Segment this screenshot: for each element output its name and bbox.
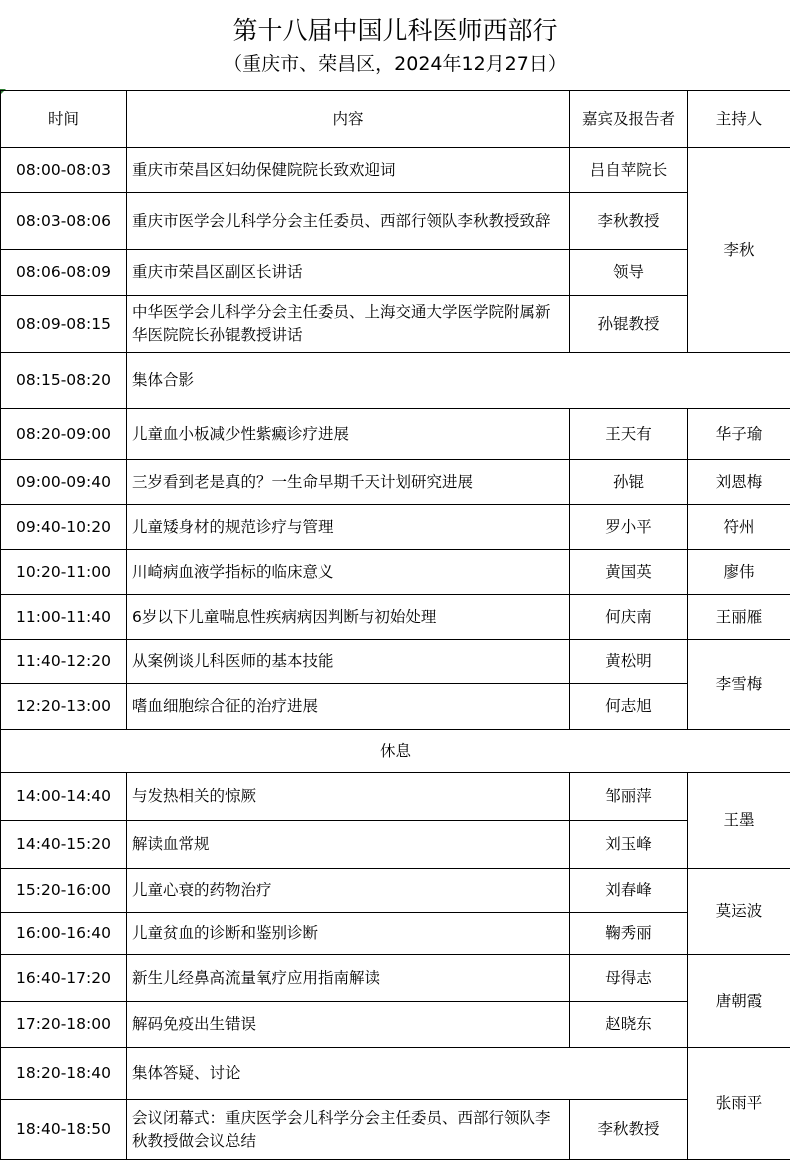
row-guest: 李秋教授 — [570, 1100, 688, 1160]
row-content: 儿童心衰的药物治疗 — [127, 869, 570, 913]
row-time: 09:40-10:20 — [1, 505, 127, 550]
row-content: 中华医学会儿科学分会主任委员、上海交通大学医学院附属新华医院院长孙锟教授讲话 — [127, 296, 570, 353]
row-time: 08:06-08:09 — [1, 250, 127, 296]
table-row — [1, 821, 790, 869]
table-row — [1, 1048, 790, 1100]
row-time: 14:00-14:40 — [1, 773, 127, 821]
row-host: 王墨 — [688, 773, 790, 869]
header — [0, 0, 790, 90]
page-subtitle: （重庆市、荣昌区，2024年12月27日） — [223, 53, 567, 75]
row-time: 16:40-17:20 — [1, 955, 127, 1002]
table-row — [1, 913, 790, 955]
row-time: 16:00-16:40 — [1, 913, 127, 955]
row-host: 李雪梅 — [688, 640, 790, 730]
row-guest: 母得志 — [570, 955, 688, 1002]
table-row — [1, 409, 790, 460]
row-content: 川崎病血液学指标的临床意义 — [127, 550, 570, 595]
row-host: 符州 — [688, 505, 790, 550]
row-guest: 李秋教授 — [570, 193, 688, 250]
row-guest: 刘春峰 — [570, 869, 688, 913]
header-content: 内容 — [127, 91, 570, 148]
row-content: 从案例谈儿科医师的基本技能 — [127, 640, 570, 684]
table-row — [1, 353, 790, 409]
row-guest: 领导 — [570, 250, 688, 296]
row-time: 11:40-12:20 — [1, 640, 127, 684]
table-row — [1, 1002, 790, 1048]
row-time: 08:20-09:00 — [1, 409, 127, 460]
row-content: 儿童贫血的诊断和鉴别诊断 — [127, 913, 570, 955]
row-time: 08:15-08:20 — [1, 353, 127, 409]
table-header-row — [1, 91, 790, 148]
row-time: 08:09-08:15 — [1, 296, 127, 353]
row-content: 与发热相关的惊厥 — [127, 773, 570, 821]
table-row — [1, 250, 790, 296]
table-row — [1, 148, 790, 193]
table-row — [1, 1100, 790, 1160]
row-time: 17:20-18:00 — [1, 1002, 127, 1048]
row-guest: 黄国英 — [570, 550, 688, 595]
table-row — [1, 193, 790, 250]
row-content: 重庆市荣昌区副区长讲话 — [127, 250, 570, 296]
table-row — [1, 869, 790, 913]
row-time: 11:00-11:40 — [1, 595, 127, 640]
row-time: 08:00-08:03 — [1, 148, 127, 193]
row-content: 会议闭幕式：重庆医学会儿科学分会主任委员、西部行领队李秋教授做会议总结 — [127, 1100, 570, 1160]
table-row — [1, 505, 790, 550]
break-row — [1, 730, 790, 773]
header-time: 时间 — [1, 91, 127, 148]
row-content: 儿童血小板减少性紫癜诊疗进展 — [127, 409, 570, 460]
row-content: 三岁看到老是真的？一生命早期千天计划研究进展 — [127, 460, 570, 505]
row-content: 解码免疫出生错误 — [127, 1002, 570, 1048]
row-content: 重庆市荣昌区妇幼保健院院长致欢迎词 — [127, 148, 570, 193]
row-guest: 孙锟 — [570, 460, 688, 505]
row-host: 莫运波 — [688, 869, 790, 955]
row-host: 张雨平 — [688, 1048, 790, 1160]
row-time: 14:40-15:20 — [1, 821, 127, 869]
table-row — [1, 640, 790, 684]
row-time: 18:40-18:50 — [1, 1100, 127, 1160]
row-guest: 赵晓东 — [570, 1002, 688, 1048]
row-guest: 孙锟教授 — [570, 296, 688, 353]
table-row — [1, 595, 790, 640]
row-content: 新生儿经鼻高流量氧疗应用指南解读 — [127, 955, 570, 1002]
row-content: 重庆市医学会儿科学分会主任委员、西部行领队李秋教授致辞 — [127, 193, 570, 250]
header-guest: 嘉宾及报告者 — [570, 91, 688, 148]
row-guest: 邹丽萍 — [570, 773, 688, 821]
row-time: 10:20-11:00 — [1, 550, 127, 595]
header-host: 主持人 — [688, 91, 790, 148]
row-guest: 黄松明 — [570, 640, 688, 684]
row-content: 儿童矮身材的规范诊疗与管理 — [127, 505, 570, 550]
row-host: 刘恩梅 — [688, 460, 790, 505]
row-guest: 鞠秀丽 — [570, 913, 688, 955]
table-row — [1, 773, 790, 821]
table-row — [1, 955, 790, 1002]
row-host: 廖伟 — [688, 550, 790, 595]
page-title: 第十八届中国儿科医师西部行 — [232, 16, 558, 45]
break-label: 休息 — [1, 730, 790, 773]
row-time: 15:20-16:00 — [1, 869, 127, 913]
table-row — [1, 460, 790, 505]
row-guest: 王天有 — [570, 409, 688, 460]
row-guest: 刘玉峰 — [570, 821, 688, 869]
row-host: 李秋 — [688, 148, 790, 353]
table-row — [1, 296, 790, 353]
row-time: 09:00-09:40 — [1, 460, 127, 505]
row-host: 华子瑜 — [688, 409, 790, 460]
row-host: 唐朝霞 — [688, 955, 790, 1048]
row-time: 08:03-08:06 — [1, 193, 127, 250]
row-content: 集体合影 — [127, 353, 790, 409]
row-content: 解读血常规 — [127, 821, 570, 869]
row-content: 集体答疑、讨论 — [127, 1048, 688, 1100]
row-time: 12:20-13:00 — [1, 684, 127, 730]
table-row — [1, 550, 790, 595]
row-host: 王丽雁 — [688, 595, 790, 640]
row-guest: 罗小平 — [570, 505, 688, 550]
row-content: 嗜血细胞综合征的治疗进展 — [127, 684, 570, 730]
row-time: 18:20-18:40 — [1, 1048, 127, 1100]
row-guest: 何庆南 — [570, 595, 688, 640]
row-guest: 何志旭 — [570, 684, 688, 730]
agenda-table — [0, 90, 790, 1160]
table-row — [1, 684, 790, 730]
row-guest: 吕自苹院长 — [570, 148, 688, 193]
row-content: 6岁以下儿童喘息性疾病病因判断与初始处理 — [127, 595, 570, 640]
